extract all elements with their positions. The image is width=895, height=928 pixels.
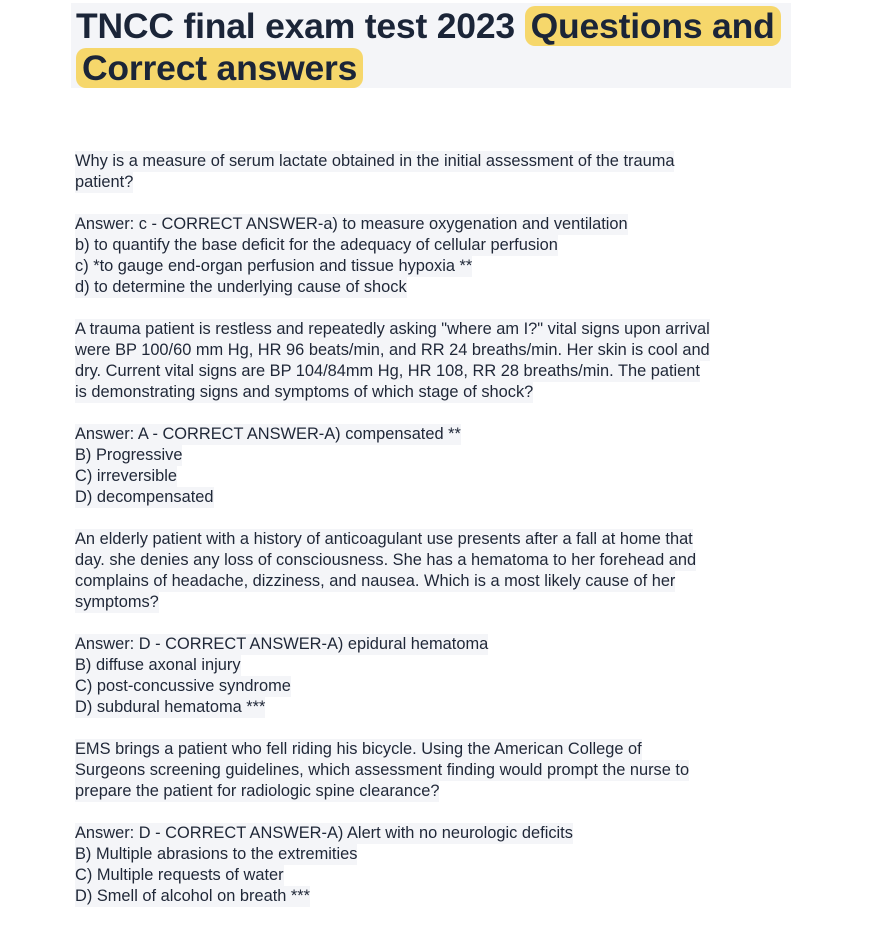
- document-title: [71, 3, 791, 89]
- text-line: were BP 100/60 mm Hg, HR 96 beats/min, and RR 24 breaths/min. Her skin is cool and: [75, 341, 710, 359]
- text-line: D) Smell of alcohol on breath ***: [75, 887, 311, 905]
- text-line: day. she denies any loss of consciousness. She has a hematoma to her forehead and: [75, 551, 697, 569]
- text-line: C) Multiple requests of water: [75, 866, 284, 884]
- question-text: [75, 151, 795, 193]
- text-line: Answer: D - CORRECT ANSWER-A) Alert with no neurologic deficits: [75, 824, 573, 842]
- text-line: is demonstrating signs and symptoms of which stage of shock?: [75, 383, 534, 401]
- text-line: Answer: D - CORRECT ANSWER-A) epidural hematoma: [75, 635, 489, 653]
- text-line: complains of headache, dizziness, and nausea. Which is a most likely cause of her: [75, 572, 676, 590]
- text-line: Answer: A - CORRECT ANSWER-A) compensated **: [75, 425, 461, 443]
- question-text: [75, 739, 795, 802]
- question-text: [75, 529, 795, 613]
- text-line: A trauma patient is restless and repeatedly asking "where am I?" vital signs upon arrival: [75, 320, 710, 338]
- text-line: B) diffuse axonal injury: [75, 656, 241, 674]
- text-line: C) post-concussive syndrome: [75, 677, 291, 695]
- document-body: [75, 151, 795, 928]
- text-line: EMS brings a patient who fell riding his bicycle. Using the American College of: [75, 740, 642, 758]
- text-line: b) to quantify the base deficit for the adequacy of cellular perfusion: [75, 236, 558, 254]
- title-block: [71, 3, 791, 88]
- answer-options: [75, 424, 795, 508]
- text-line: prepare the patient for radiologic spine clearance?: [75, 782, 440, 800]
- text-line: c) *to gauge end-organ perfusion and tissue hypoxia **: [75, 257, 473, 275]
- text-line: symptoms?: [75, 593, 159, 611]
- question-text: [75, 319, 795, 403]
- title-highlight: Questions and Correct answers: [76, 6, 781, 88]
- title-plain: TNCC final exam test 2023: [76, 6, 525, 46]
- answer-options: [75, 823, 795, 907]
- text-line: B) Progressive: [75, 446, 183, 464]
- text-line: Answer: c - CORRECT ANSWER-a) to measure oxygenation and ventilation: [75, 215, 628, 233]
- text-line: An elderly patient with a history of anticoagulant use presents after a fall at home that: [75, 530, 693, 548]
- text-line: C) irreversible: [75, 467, 178, 485]
- answer-options: [75, 634, 795, 718]
- text-line: D) subdural hematoma ***: [75, 698, 266, 716]
- answer-options: [75, 214, 795, 298]
- text-line: Why is a measure of serum lactate obtained in the initial assessment of the trauma: [75, 152, 675, 170]
- text-line: patient?: [75, 173, 134, 191]
- text-line: Surgeons screening guidelines, which assessment finding would prompt the nurse to: [75, 761, 690, 779]
- text-line: dry. Current vital signs are BP 104/84mm Hg, HR 108, RR 28 breaths/min. The patient: [75, 362, 700, 380]
- text-line: d) to determine the underlying cause of shock: [75, 278, 407, 296]
- text-line: B) Multiple abrasions to the extremities: [75, 845, 358, 863]
- text-line: D) decompensated: [75, 488, 214, 506]
